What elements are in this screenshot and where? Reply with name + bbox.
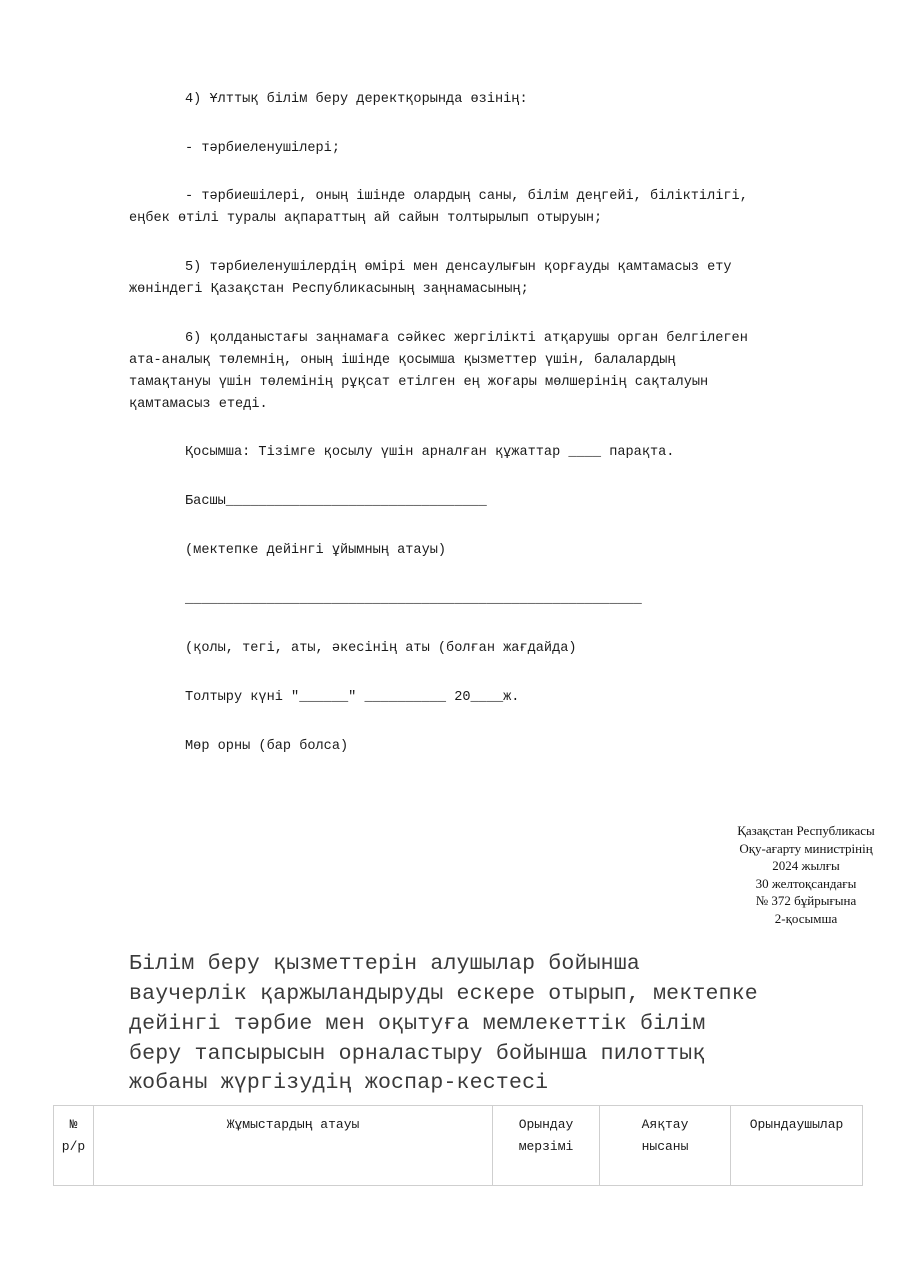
item-6-line2: ата-аналық төлемнің, оның ішінде қосымша қызметтер үшін, балалардың bbox=[129, 353, 676, 368]
item-5-line1: 5) тәрбиеленушілердің өмірі мен денсаулығын қорғауды қамтамасыз ету bbox=[185, 260, 732, 275]
header-number-line2: р/р bbox=[61, 1139, 86, 1154]
appendix-stamp bbox=[686, 822, 904, 927]
header-term-line2: мерзімі bbox=[518, 1139, 574, 1154]
header-work-name-text: Жұмыстардың атауы bbox=[226, 1117, 360, 1132]
item-6-line1: 6) қолданыстағы заңнамаға сәйкес жергілікті атқарушы орган белгілеген bbox=[185, 331, 748, 346]
fill-date-line: Толтыру күні "______" __________ 20____ж. bbox=[185, 690, 520, 705]
stamp-line: № 372 бұйрығына bbox=[755, 893, 857, 908]
stamp-line: 2-қосымша bbox=[774, 910, 838, 926]
head-signature-line: Басшы________________________________ bbox=[185, 494, 487, 509]
header-number bbox=[54, 1106, 94, 1186]
title-line: беру тапсырысын орналастыру бойынша пилоттық bbox=[129, 1042, 706, 1066]
title-line: ваучерлік қаржыландыруды ескере отырып, мектепке bbox=[129, 982, 758, 1006]
stamp-line: Оқу-ағарту министрінің bbox=[739, 840, 873, 856]
header-work-name bbox=[94, 1106, 493, 1186]
header-executors bbox=[731, 1106, 863, 1186]
item-4-teachers-line2: еңбек өтілі туралы ақпараттың ай сайын толтырылып отыруын; bbox=[129, 211, 603, 226]
item-4-text: 4) Ұлттық білім беру деректқорында өзінің: bbox=[185, 92, 528, 107]
signature-label: (қолы, тегі, аты, әкесінің аты (болған жағдайда) bbox=[185, 641, 577, 656]
organization-name-label: (мектепке дейінгі ұйымның атауы) bbox=[185, 543, 447, 558]
stamp-line: Қазақстан Республикасы bbox=[737, 823, 875, 838]
signature-blank-line: ________________________________________________________ bbox=[185, 592, 642, 607]
title-line: Білім беру қызметтерін алушылар бойынша bbox=[129, 952, 640, 976]
stamp-line: 30 желтоқсандағы bbox=[755, 875, 857, 891]
header-term-line1: Орындау bbox=[518, 1117, 574, 1132]
item-6-line4: қамтамасыз етеді. bbox=[129, 397, 268, 412]
plan-table bbox=[53, 1105, 863, 1186]
title-line: дейінгі тәрбие мен оқытуға мемлекеттік білім bbox=[129, 1012, 706, 1036]
item-4-pupils: - тәрбиеленушілері; bbox=[185, 141, 340, 156]
item-6-line3: тамақтануы үшін төлемінің рұқсат етілген ең жоғары мөлшерінің сақталуын bbox=[129, 375, 709, 390]
header-form-line1: Аяқтау bbox=[641, 1117, 689, 1132]
title-line: жобаны жүргізудің жоспар-кестесі bbox=[129, 1071, 549, 1095]
header-term bbox=[493, 1106, 600, 1186]
item-5-line2: жөніндегі Қазақстан Республикасының заңнамасының; bbox=[129, 282, 529, 297]
header-form-line2: нысаны bbox=[641, 1139, 689, 1154]
attachment-note: Қосымша: Тізімге қосылу үшін арналған құжаттар ____ парақта. bbox=[185, 445, 675, 460]
stamp-line: 2024 жылғы bbox=[772, 858, 840, 873]
item-4-teachers-line1: - тәрбиешілері, оның ішінде олардың саны, білім деңгейі, біліктілігі, bbox=[185, 189, 748, 204]
header-completion-form bbox=[600, 1106, 731, 1186]
table-header-row bbox=[54, 1106, 863, 1186]
header-executors-text: Орындаушылар bbox=[749, 1117, 844, 1132]
header-number-line1: № bbox=[69, 1117, 78, 1132]
seal-place-label: Мөр орны (бар болса) bbox=[185, 739, 349, 754]
